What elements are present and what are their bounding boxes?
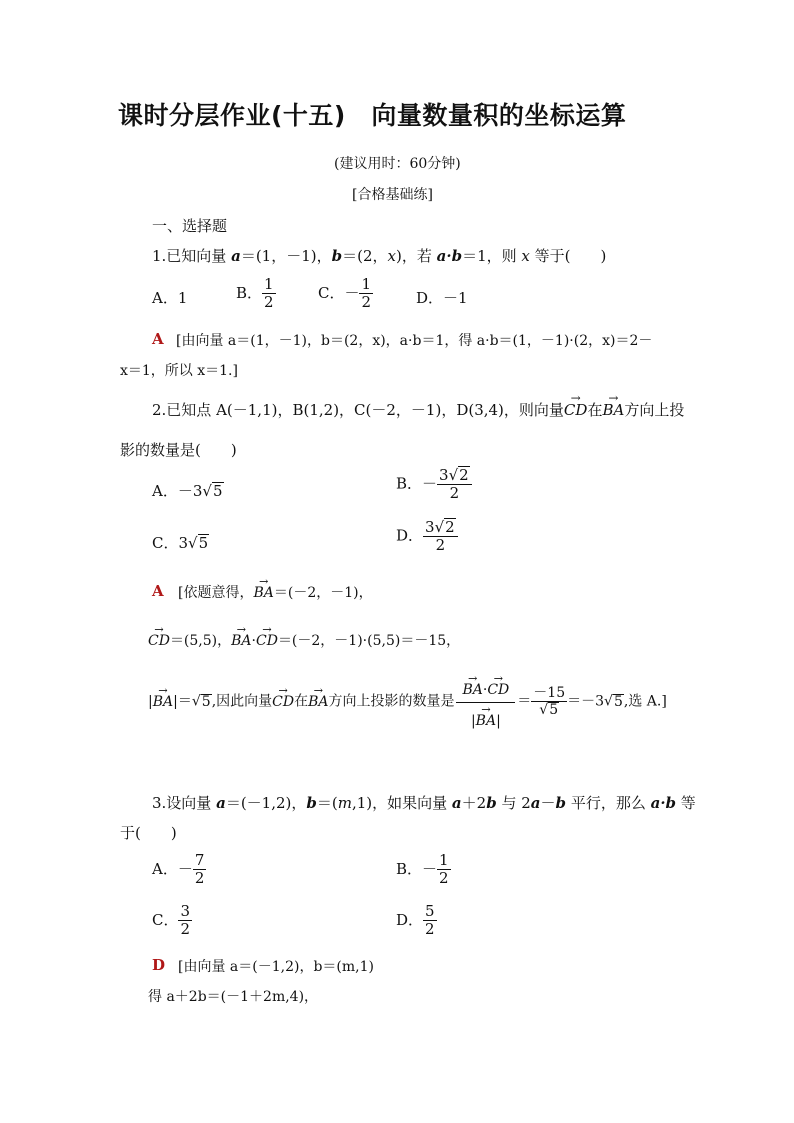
q3-option-b: B．－ $\frac{1}{2}$ (396, 851, 449, 888)
q1-option-b: B． $\frac{1}{2}$ (236, 275, 274, 312)
q1-option-d: D．－1 (416, 289, 468, 307)
q2-solution-line-1: [依题意得，→ BA＝(－2，－1)， (178, 582, 373, 602)
q3-answer: D (152, 956, 166, 974)
page-title: 课时分层作业(十五) 向量数量积的坐标运算 (118, 101, 627, 130)
vector-cd: → CD (564, 401, 588, 419)
q3-option-d: D． $\frac{5}{2}$ (396, 902, 435, 939)
q2-option-a: A．－3√5 (152, 482, 223, 500)
q1-solution-line-1: [由向量 a＝(1，－1)，b＝(2，x)，a·b＝1，得 a·b＝(1，－1)·(2，x)＝2－ (176, 333, 653, 349)
q2-option-b: B．－ $\frac{3√2}{2}$ (396, 466, 472, 503)
q1-answer: A (152, 330, 164, 348)
q3-option-a: A．－ $\frac{7}{2}$ (152, 851, 205, 888)
part-heading: 一、选择题 (152, 217, 228, 235)
q2-solution-line-3: |→ BA|＝√5,因此向量→ CD在→ BA方向上投影的数量是 → $\frac{BA\cdot\to CD}{|\to BA|}$ ＝ $\frac{-15}{√5}$ ＝－3√5,选 A.] (148, 674, 667, 729)
q3-solution-line-2: 得 a＋2b＝(－1＋2m,4)， (148, 989, 319, 1005)
time-hint: (建议用时：60分钟) (334, 156, 461, 172)
q3-option-c: C． $\frac{3}{2}$ (152, 902, 191, 939)
q2-option-c: C．3√5 (152, 534, 209, 552)
question-1-stem: 1.已知向量 a＝(1，－1)，b＝(2，x)，若 a·b＝1，则 x 等于( ) (152, 247, 607, 265)
q2-solution-line-2: → CD＝(5,5)，→ BA·→ CD＝(－2，－1)·(5,5)＝－15， (148, 630, 460, 650)
q1-option-c: C．－ $\frac{1}{2}$ (318, 275, 372, 312)
q1-option-a: A．1 (152, 289, 188, 307)
section-label: [合格基础练] (352, 187, 433, 203)
q1-solution-line-2: x＝1，所以 x＝1.] (120, 363, 238, 379)
q2-option-d: D． $\frac{3√2}{2}$ (396, 518, 458, 555)
question-3-stem-line-2: 于( ) (120, 824, 177, 842)
question-2-stem-line-2: 影的数量是( ) (120, 441, 237, 459)
question-2-stem: 2.已知点 A(－1,1)，B(1,2)，C(－2，－1)，D(3,4)，则向量→ CD在→ BA方向上投 (152, 399, 684, 420)
vector-ba: → BA (602, 401, 624, 419)
question-3-stem: 3.设向量 a＝(－1,2)，b＝(m,1)，如果向量 a＋2b 与 2a－b 平行，那么 a·b 等 (152, 794, 696, 812)
q2-answer: A (152, 582, 164, 600)
q3-solution-line-1: [由向量 a＝(－1,2)，b＝(m,1) (178, 959, 374, 975)
